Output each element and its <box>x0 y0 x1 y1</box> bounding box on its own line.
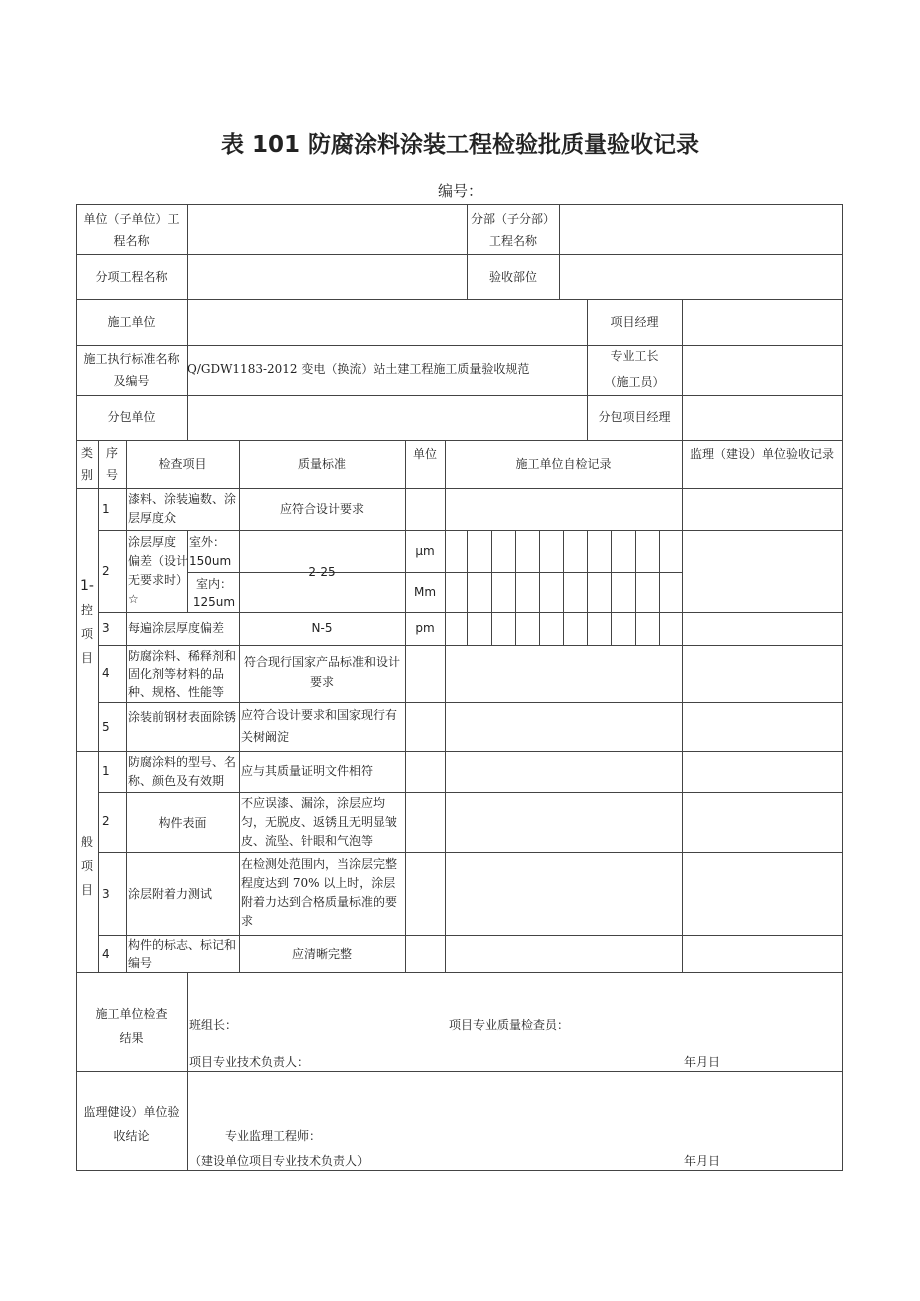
general-label: 般 项 目 <box>80 835 93 897</box>
table-row-item: 每遍涂层厚度偏差 <box>128 621 225 635</box>
table-row-seq: 3 <box>102 887 110 901</box>
table-row-unit: pm <box>415 621 435 635</box>
supervisor-label: 专业监理工程师： <box>225 1129 322 1143</box>
table-row-item: 涂装前钢材表面除锈 <box>128 710 237 724</box>
table-row-standard: N-5 <box>311 621 333 635</box>
table-row-item: 构件的标志、标记和 编号 <box>128 938 237 970</box>
construction-unit-label: 施工单位 <box>107 315 156 329</box>
table-row-seq: 1 <box>102 764 110 778</box>
page-title: 表 101 防腐涂料涂装工程检验批质量验收记录 <box>220 132 700 158</box>
unit-header: 单位 <box>412 447 437 461</box>
table-row-standard: 在检测处范围内，当涂层完整 程度达到 70% 以上时，涂层 附着力达到合格质量标准的要 求 <box>241 857 398 928</box>
table-row-seq: 5 <box>102 720 110 734</box>
division-name-label: 分部（子分部） 工程名称 <box>470 212 555 248</box>
standard-header: 质量标准 <box>297 457 346 471</box>
acceptance-part-label: 验收部位 <box>488 270 537 284</box>
foreman-label: 专业工长 （施工员） <box>604 349 665 389</box>
self-check-header: 施工单位自检记录 <box>515 457 612 471</box>
table-row-standard: 不应误漆、漏涂，涂层应均 匀，无脱皮、返锈且无明显皱 皮、流坠、针眼和气泡等 <box>241 796 398 848</box>
outdoor-thickness: 室外： 150um <box>189 535 232 568</box>
category-header: 类 别 <box>80 446 93 482</box>
table-row-item: 涂层附着力测试 <box>128 887 213 901</box>
supervision-header: 监理（建设）单位验收记录 <box>689 447 834 461</box>
subcontractor-label: 分包单位 <box>107 410 156 424</box>
table-row-item: 防腐涂料的型号、名 称、颜色及有效期 <box>128 755 237 788</box>
standard-value: Q/GDW1183-2012 变电（换流）站土建工程施工质量验收规范 <box>187 362 530 376</box>
table-row-standard: 2-25 <box>308 565 336 579</box>
table-row-seq: 4 <box>102 947 110 961</box>
table-row-standard: 符合现行国家产品标准和设计 要求 <box>243 655 400 689</box>
seq-header: 序 号 <box>105 446 118 482</box>
table-row-seq: 2 <box>102 814 110 828</box>
sub-manager-label: 分包项目经理 <box>598 410 671 424</box>
table-row-seq: 2 <box>102 564 110 578</box>
owner-tech-label: （建设单位项目专业技术负责人） <box>189 1154 370 1168</box>
table-row-standard: 应符合设计要求和国家现行有 关树阚淀 <box>241 708 398 744</box>
table-row-seq: 3 <box>102 621 110 635</box>
indoor-thickness: 室内： 125um <box>192 577 236 609</box>
item-header: 检查项目 <box>158 457 207 471</box>
table-row-standard: 应清晰完整 <box>291 947 352 961</box>
project-manager-label: 项目经理 <box>610 315 659 329</box>
table-row-standard: 应符合设计要求 <box>279 502 364 516</box>
serial-number-label: 编号： <box>438 182 484 200</box>
table-row-seq: 4 <box>102 666 110 680</box>
table-row-item: 构件表面 <box>158 816 207 830</box>
supervision-conclusion-label: 监理健设）单位验 收结论 <box>83 1105 180 1143</box>
tech-leader-label: 项目专业技术负责人： <box>189 1055 310 1069</box>
date-label-2: 年月日 <box>684 1154 721 1168</box>
unit-indoor: Mm <box>413 585 437 599</box>
unit-outdoor: μm <box>415 544 435 558</box>
table-row-item: 涂层厚度 偏差（设计 无要求时） ☆ <box>128 535 189 606</box>
standard-label: 施工执行标准名称 及编号 <box>83 352 180 388</box>
table-row-item: 防腐涂料、稀释剂和 固化剂等材料的品 种、规格、性能等 <box>128 649 237 699</box>
subitem-name-label: 分项工程名称 <box>95 270 168 284</box>
table-row-item: 漆料、涂装遍数、涂 层厚度众 <box>128 492 237 525</box>
table-row-standard: 应与其质量证明文件相符 <box>241 764 374 778</box>
main-control-label: 1- 控 项 目 <box>80 578 94 665</box>
team-leader-label: 班组长： <box>189 1018 238 1032</box>
quality-inspector-label: 项目专业质量检查员： <box>449 1018 570 1032</box>
table-row-seq: 1 <box>102 502 110 516</box>
date-label-1: 年月日 <box>684 1055 721 1069</box>
unit-name-label: 单位（子单位）工 程名称 <box>83 212 180 248</box>
construction-result-label: 施工单位检查 结果 <box>95 1007 168 1045</box>
